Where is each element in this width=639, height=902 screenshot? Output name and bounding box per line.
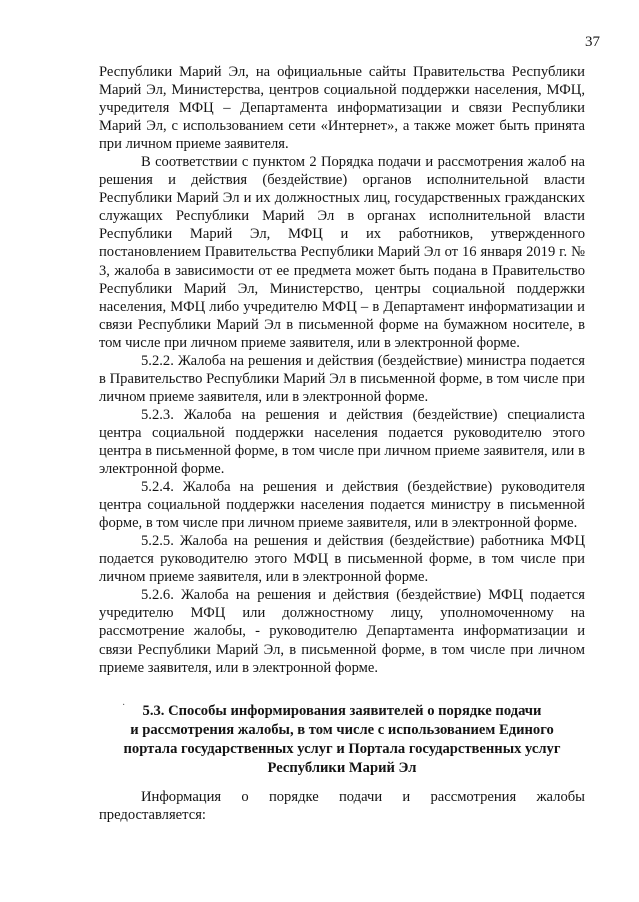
paragraph-5-2-5: 5.2.5. Жалоба на решения и действия (бездействие) работника МФЦ подается руководителю этого МФЦ в письменной форме, в том числе при личном приеме заявителя, или в электронной форме. xyxy=(99,533,585,586)
word: о xyxy=(241,789,249,805)
final-paragraph-line-1 xyxy=(99,788,585,806)
heading-line: и рассмотрения жалобы, в том числе с использованием Единого xyxy=(130,722,554,738)
paragraph-5-2-2: 5.2.2. Жалоба на решения и действия (бездействие) министра подается в Правительство Республики Марий Эл в письменной форме, в том числе при личном приеме заявителя, или в электронной форме. xyxy=(99,352,585,405)
paragraph-5-2-6: 5.2.6. Жалоба на решения и действия (бездействие) МФЦ подается учредителю МФЦ или должностному лицу, уполномоченному на рассмотрение жалобы, - руководителю Департамента информатизации и связи Республики Марий Эл, в письменной форме, в том числе при личном приеме заявителя, или в электронной форме. xyxy=(99,587,585,676)
paragraph-5-2-3: 5.2.3. Жалоба на решения и действия (бездействие) специалиста центра социальной поддержки населения подается руководителю этого центра в письменной форме, в том числе при личном приеме заявителя, или в электронной форме. xyxy=(99,406,585,478)
paragraph-clause-2: В соответствии с пунктом 2 Порядка подачи и рассмотрения жалоб на решения и действия (бездействие) органов исполнительной власти Республики Марий Эл и их должностных лиц, государственных гражданских служащих Республики Марий Эл в органах исполнительной власти Республики Марий Эл, МФЦ и их работников, утвержденного постановлением Правительства Республики Марий Эл от 16 января 2019 г. № 3, жалоба в зависимости от ее предмета может быть подана в Правительство Республики Марий Эл, Министерство, центры социальной поддержки населения, МФЦ либо учредителю МФЦ – в Департамент информатизации и связи Республики Марий Эл в письменной форме на бумажном носителе, в том числе при личном приеме заявителя, или в электронной форме. xyxy=(99,154,585,351)
section-heading-5-3 xyxy=(99,702,585,778)
heading-line: 5.3. Способы информирования заявителей о порядке подачи xyxy=(142,703,542,719)
page-number: 37 xyxy=(585,34,600,50)
heading-line: портала государственных услуг и Портала государственных услуг xyxy=(123,741,561,757)
scan-mark: · xyxy=(122,700,126,711)
final-paragraph-line-2: предоставляется: xyxy=(99,807,206,824)
word: подачи xyxy=(338,789,383,805)
word: и xyxy=(402,789,411,805)
heading-line: Республики Марий Эл xyxy=(267,760,417,776)
paragraph-continuation: Республики Марий Эл, на официальные сайты Правительства Республики Марий Эл, Министерства, центров социальной поддержки населения, МФЦ, учредителя МФЦ – Департамента информатизации и связи Республики Марий Эл, с использованием сети «Интернет», а также может быть принята при личном приеме заявителя. xyxy=(99,64,585,153)
paragraph-5-2-4: 5.2.4. Жалоба на решения и действия (бездействие) руководителя центра социальной поддержки населения подается министру в письменной форме, в том числе при личном приеме заявителя, или в электронной форме. xyxy=(99,479,585,532)
word: жалобы xyxy=(536,789,585,805)
body-text xyxy=(99,63,585,677)
word: рассмотрения xyxy=(430,789,517,805)
final-paragraph xyxy=(99,788,585,824)
word: Информация xyxy=(141,789,222,805)
word: порядке xyxy=(268,789,319,805)
